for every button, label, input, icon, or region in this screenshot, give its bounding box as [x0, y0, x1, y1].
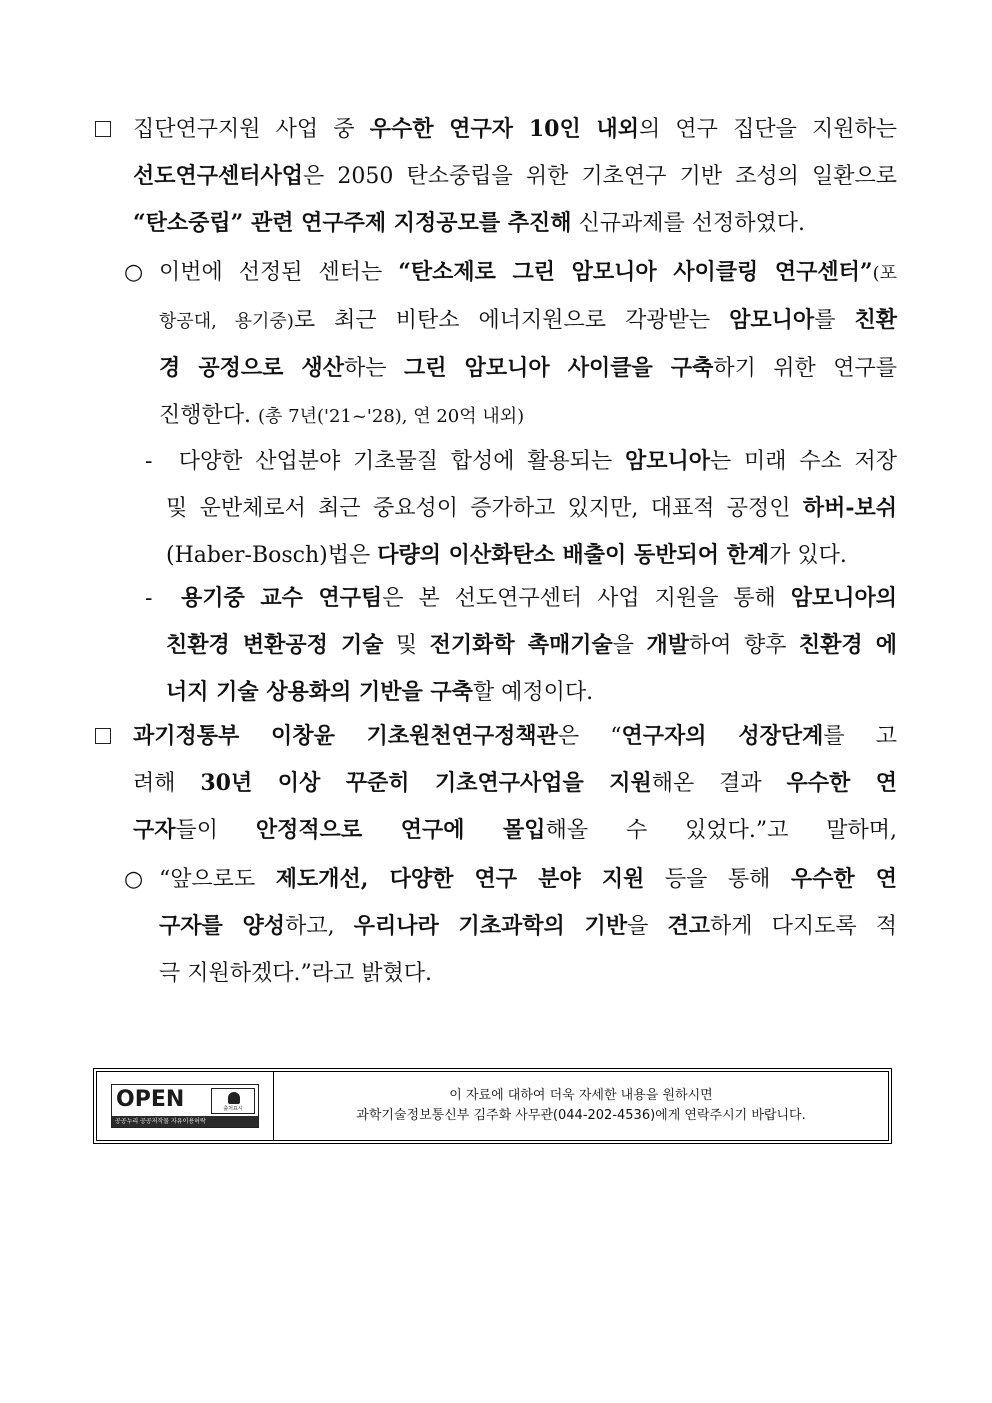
dash2-line-2: 친환경 변환공정 기술 및 전기화학 촉매기술을 개발하여 향후 친환경 에: [166, 632, 897, 658]
contact-footer-box: [93, 1068, 892, 1144]
square-bullet-icon: [95, 121, 111, 137]
dash2-line-1: 용기중 교수 연구팀은 본 선도연구센터 사업 지원을 통해 암모니아의: [180, 585, 898, 611]
open-logo-word: OPEN: [116, 1087, 185, 1112]
contact-info-cell: [274, 1072, 888, 1140]
dash-1-paragraph: [166, 438, 897, 579]
attribution-badge-label: 출처표시: [223, 1106, 243, 1112]
dash1-line-3: (Haber-Bosch)법은 다량의 이산화탄소 배출이 동반되어 한계가 있다.: [166, 542, 847, 568]
circle-bullet: ○: [124, 260, 144, 285]
sub-2-paragraph: [159, 856, 897, 997]
sec2-line-1: 과기정통부 이창윤 기초원천연구정책관은 “연구자의 성장단계를 고: [133, 723, 897, 749]
contact-line-2: 과학기술정보통신부 김주화 사무관(044-202-4536)에게 연락주시기 바랍니다.: [356, 1108, 806, 1123]
sub2-line-3: 극 지원하겠다.”라고 밝혔다.: [159, 961, 432, 986]
open-license-logo-cell: [97, 1072, 274, 1140]
sub1-line-1: 이번에 선정된 센터는 “탄소제로 그린 암모니아 사이클링 연구센터”(포: [159, 259, 898, 285]
sec1-line-2: 선도연구센터사업은 2050 탄소중립을 위한 기초연구 기반 조성의 일환으로: [133, 163, 897, 189]
dash1-line-1: 다양한 산업분야 기초물질 합성에 활용되는 암모니아는 미래 수소 저장: [178, 448, 897, 474]
sub1-line-4: 진행한다. (총 7년('21~'28), 연 20억 내외): [159, 403, 525, 428]
sec1-line-3: “탄소중립” 관련 연구주제 지정공모를 추진해 신규과제를 선정하였다.: [133, 210, 805, 236]
person-icon: [228, 1092, 240, 1104]
contact-line-1: 이 자료에 대하여 더욱 자세한 내용을 원하시면: [449, 1088, 713, 1103]
footer-inner-frame: [96, 1071, 889, 1141]
open-license-logo: [111, 1084, 259, 1128]
square-bullet-icon: [95, 728, 111, 744]
open-logo-strip: 공공누리 공공저작물 자유이용허락: [112, 1116, 258, 1127]
sub2-line-1: “앞으로도 제도개선, 다양한 연구 분야 지원 등을 통해 우수한 연: [159, 866, 897, 892]
sub-1-paragraph: [159, 249, 897, 440]
attribution-badge: [211, 1088, 255, 1114]
circle-bullet: ○: [124, 867, 144, 892]
section-2-paragraph: [133, 713, 897, 854]
sub2-line-2: 구자를 양성하고, 우리나라 기초과학의 기반을 견고하게 다지도록 적: [159, 913, 898, 939]
dash1-line-2: 및 운반체로서 최근 중요성이 증가하고 있지만, 대표적 공정인 하버-보쉬: [166, 495, 897, 521]
dash2-line-3: 너지 기술 상용화의 기반을 구축할 예정이다.: [166, 679, 594, 705]
sec2-line-2: 려해 30년 이상 꾸준히 기초연구사업을 지원해온 결과 우수한 연: [133, 770, 898, 796]
dash-bullet: -: [145, 449, 153, 474]
checkbox-bullet: [95, 713, 111, 760]
dash-bullet: -: [145, 586, 153, 611]
dash-2-paragraph: [166, 575, 897, 716]
checkbox-bullet: [95, 106, 111, 153]
section-1-paragraph: [133, 106, 897, 247]
sec1-line-1: 집단연구지원 사업 중 우수한 연구자 10인 내외의 연구 집단을 지원하는: [133, 116, 897, 142]
sub1-line-2: 항공대, 용기중)로 최근 비탄소 에너지원으로 각광받는 암모니아를 친환: [159, 307, 898, 333]
sec2-line-3: 구자들이 안정적으로 연구에 몰입해올 수 있었다.”고 말하며,: [133, 817, 898, 843]
sub1-line-3: 경 공정으로 생산하는 그린 암모니아 사이클을 구축하기 위한 연구를: [159, 355, 897, 381]
